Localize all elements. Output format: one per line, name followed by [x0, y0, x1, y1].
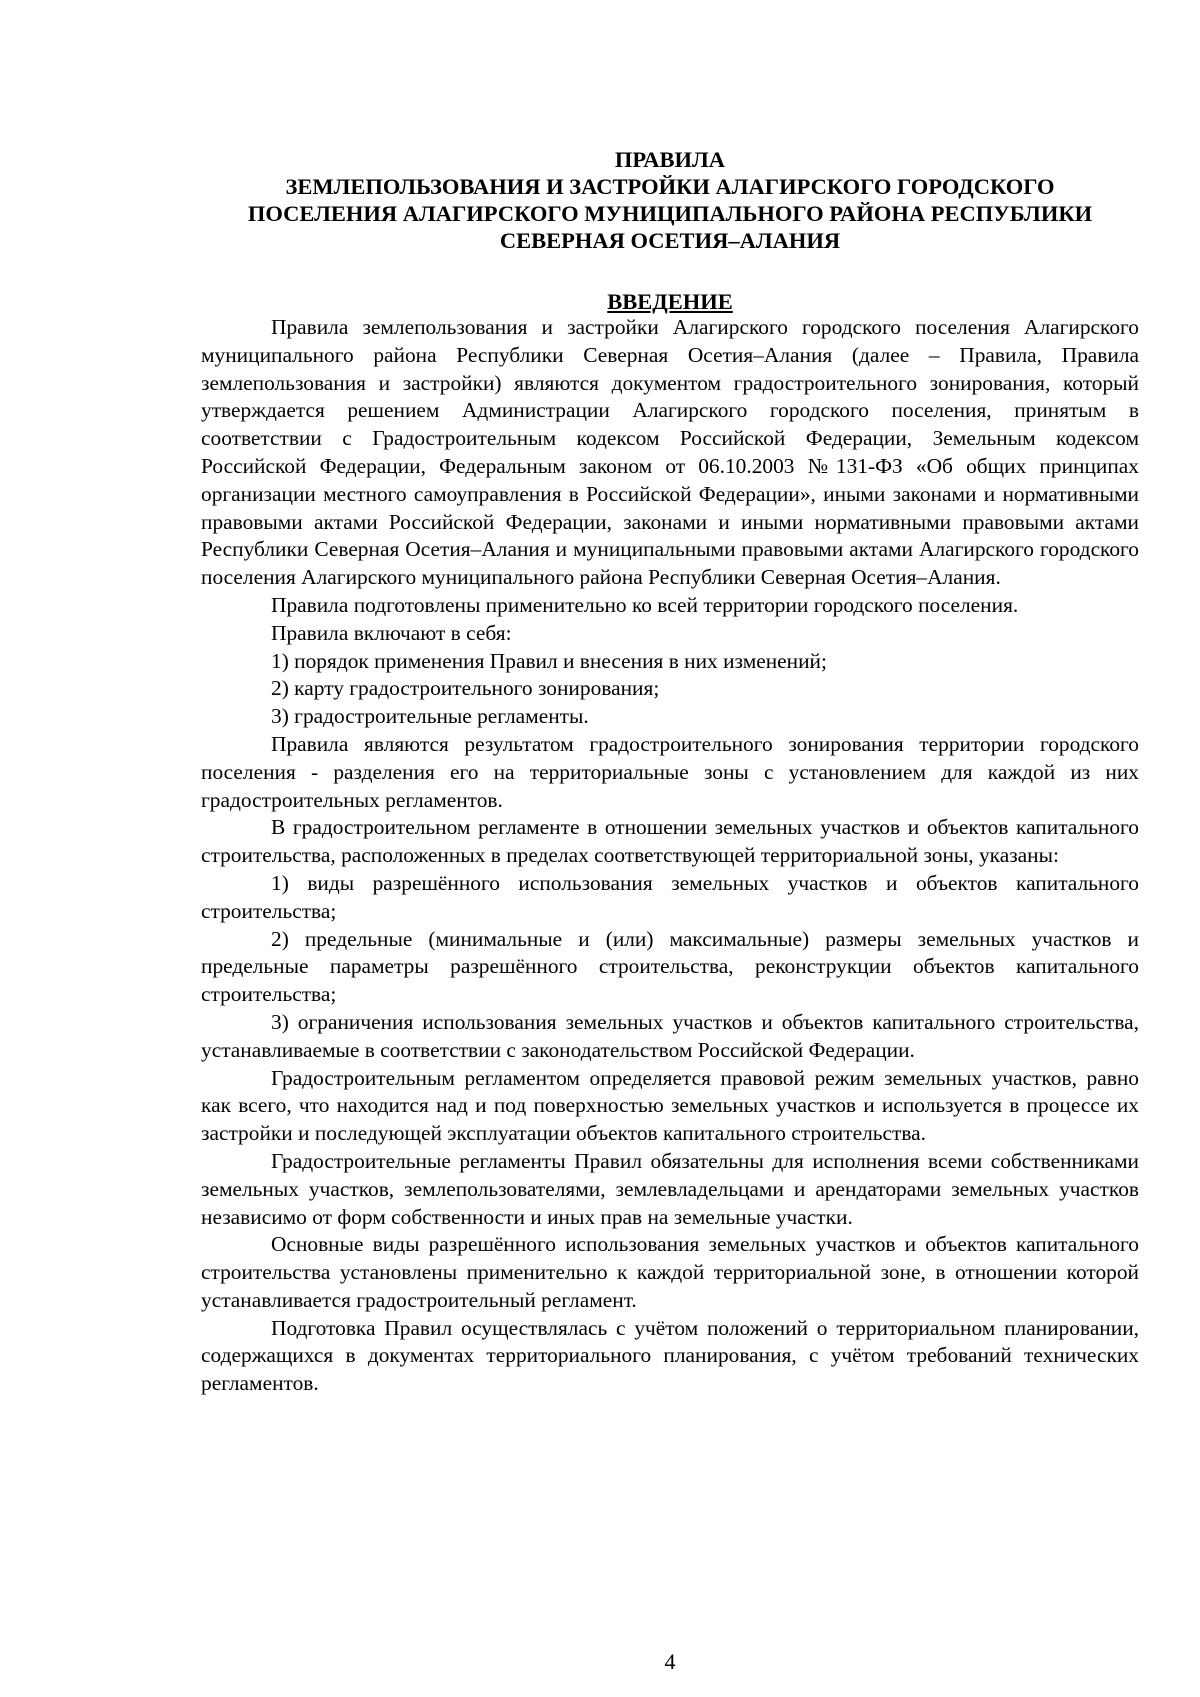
- list-item-permitted-uses: 1) виды разрешённого использования земельных участков и объектов капитального строительства;: [201, 870, 1139, 923]
- paragraph-legal-regime: Градостроительным регламентом определяется правовой режим земельных участков, равно как всего, что находится над и под поверхностью земельных участков и используется в процессе их застройки и последующей эксплуатации объектов капитального строительства.: [201, 1065, 1139, 1146]
- list-item-restrictions: 3) ограничения использования земельных участков и объектов капитального строительства, устанавливаемые в соответствии с законодательством Российской Федерации.: [201, 1009, 1139, 1062]
- title-line-2: ЗЕМЛЕПОЛЬЗОВАНИЯ И ЗАСТРОЙКИ АЛАГИРСКОГО ГОРОДСКОГО: [285, 174, 1055, 199]
- list-item-regulations: 3) градостроительные регламенты.: [271, 704, 589, 729]
- paragraph-preparation: Подготовка Правил осуществлялась с учётом положений о территориальном планировании, содержащихся в документах территориального планирования, с учётом требований технических регламентов.: [201, 1315, 1139, 1396]
- paragraph-intro: Правила землепользования и застройки Алагирского городского поселения Алагирского муниципального района Республики Северная Осетия–Алания (далее – Правила, Правила землепользования и застройки) являются документом градостроительного зонирования, который утверждается решением Администрации Алагирского городского поселения, принятым в соответствии с Градостроительным кодексом Российской Федерации, Земельным кодексом Российской Федерации, Федеральным законом от 06.10.2003 №131-ФЗ «Об общих принципах организации местного самоуправления в Российской Федерации», иными законами и нормативными правовыми актами Российской Федерации, законами и иными нормативными правовыми актами Республики Северная Осетия–Алания и муниципальными правовыми актами Алагирского городского поселения Алагирского муниципального района Республики Северная Осетия–Алания.: [201, 315, 1139, 590]
- section-heading-introduction: ВВЕДЕНИЕ: [607, 289, 733, 314]
- page-number: 4: [664, 1649, 676, 1674]
- list-item-limit-sizes: 2) предельные (минимальные и (или) максимальные) размеры земельных участков и предельные параметры разрешённого строительства, реконструкции объектов капитального строительства;: [201, 926, 1139, 1007]
- list-item-procedure: 1) порядок применения Правил и внесения в них изменений;: [271, 648, 827, 673]
- title-line-3: ПОСЕЛЕНИЯ АЛАГИРСКОГО МУНИЦИПАЛЬНОГО РАЙОНА РЕСПУБЛИКИ: [247, 201, 1093, 226]
- title-line-4: СЕВЕРНАЯ ОСЕТИЯ–АЛАНИЯ: [499, 228, 841, 253]
- paragraph-regulation-contents: В градостроительном регламенте в отношении земельных участков и объектов капитального строительства, расположенных в пределах соответствующей территориальной зоны, указаны:: [201, 815, 1139, 868]
- body-text: [201, 314, 1139, 1398]
- paragraph-main-uses: Основные виды разрешённого использования земельных участков и объектов капитального строительства установлены применительно к каждой территориальной зоне, в отношении которой устанавливается градостроительный регламент.: [201, 1232, 1139, 1312]
- title-line-1: ПРАВИЛА: [614, 147, 726, 172]
- paragraph-scope: Правила подготовлены применительно ко всей территории городского поселения.: [271, 592, 1019, 617]
- paragraph-includes: Правила включают в себя:: [271, 620, 512, 645]
- document-title: [200, 146, 1140, 254]
- list-item-zoning-map: 2) карту градостроительного зонирования;: [271, 676, 660, 701]
- paragraph-mandatory: Градостроительные регламенты Правил обязательны для исполнения всеми собственниками земельных участков, землепользователями, землевладельцами и арендаторами земельных участков независимо от форм собственности и иных прав на земельные участки.: [201, 1148, 1139, 1229]
- paragraph-result: Правила являются результатом градостроительного зонирования территории городского поселения - разделения его на территориальные зоны с установлением для каждой из них градостроительных регламентов.: [201, 731, 1139, 812]
